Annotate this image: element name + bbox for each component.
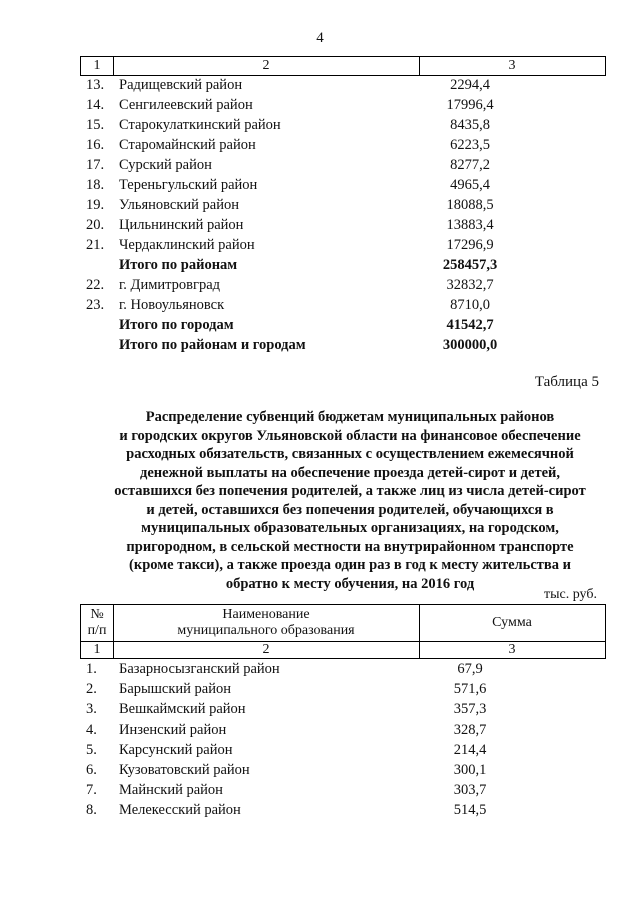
table2-colnum-1: 1 bbox=[93, 642, 101, 657]
table1-row-name: Чердаклинский район bbox=[119, 237, 255, 253]
table1-row-value: 258457,3 bbox=[442, 257, 498, 273]
table2-row-value: 67,9 bbox=[457, 661, 483, 677]
table1-row bbox=[0, 75, 640, 95]
table2-row-name: Барышский район bbox=[119, 681, 231, 698]
table5-title-line: и городских округов Ульяновской области на финансовое обеспечение bbox=[119, 427, 581, 444]
table1-row-value: 18088,5 bbox=[446, 197, 494, 213]
table2-row bbox=[0, 780, 640, 800]
table1-row bbox=[0, 175, 640, 195]
table5-title-line: оставшихся без попечения родителей, а также лиц из числа детей-сирот bbox=[114, 483, 586, 499]
table1-row-name: Итого по городам bbox=[119, 317, 234, 333]
table1-row-name: Итого по районам и городам bbox=[119, 337, 306, 353]
table1-row bbox=[0, 95, 640, 115]
table5-title-line: Распределение субвенций бюджетам муниципальных районов bbox=[145, 409, 555, 425]
table1-row bbox=[0, 295, 640, 315]
table2-header-col3: Сумма bbox=[492, 615, 532, 630]
table5-title-line: муниципальных образовательных организациях, на городском, bbox=[141, 520, 559, 536]
table2-row-value: 514,5 bbox=[453, 802, 487, 819]
table1-row-value: 8277,2 bbox=[450, 157, 490, 173]
table1-row-value: 2294,4 bbox=[450, 77, 490, 93]
table1-row bbox=[0, 315, 640, 335]
table1-row-name: Цильнинский район bbox=[119, 217, 244, 233]
table2-row bbox=[0, 760, 640, 780]
table1-row-number: 23. bbox=[86, 297, 105, 313]
table1-header-col2: 2 bbox=[113, 57, 420, 75]
table5-title-line: денежной выплаты на обеспечение проезда детей-сирот и детей, bbox=[140, 464, 560, 481]
table5-title-line: обратно к месту обучения, на 2016 год bbox=[225, 575, 475, 592]
table2-row bbox=[0, 679, 640, 699]
table1-row-name: Старокулаткинский район bbox=[119, 117, 281, 133]
table2-header-col2: Наименование муниципального образования bbox=[177, 607, 355, 638]
table1-header-row bbox=[80, 56, 606, 76]
table1-header-col1: 1 bbox=[81, 57, 114, 75]
table1-row bbox=[0, 275, 640, 295]
table2-row bbox=[0, 740, 640, 760]
table2-row-value: 303,7 bbox=[453, 782, 487, 799]
table2-row-name: Инзенский район bbox=[119, 721, 227, 738]
table2-row-number: 5. bbox=[86, 741, 97, 758]
table1-row bbox=[0, 255, 640, 275]
table1-row-value: 300000,0 bbox=[442, 337, 498, 353]
table5-title-line: пригородном, в сельской местности на внутрирайонном транспорте bbox=[126, 538, 574, 555]
table2-row-number: 6. bbox=[86, 762, 97, 778]
table5-title-line: и детей, оставшихся без попечения родителей, обучающихся в bbox=[146, 501, 554, 518]
table1-row-name: Итого по районам bbox=[119, 257, 238, 273]
table1-row bbox=[0, 215, 640, 235]
table5-title bbox=[60, 408, 640, 593]
table2-row-number: 7. bbox=[86, 782, 97, 799]
table1-row-number: 15. bbox=[86, 117, 105, 133]
table1-row-number: 17. bbox=[86, 157, 105, 173]
table5-title-line: расходных обязательств, связанных с осуществлением ежемесячной bbox=[126, 446, 574, 462]
table2-row bbox=[0, 800, 640, 820]
table2-row bbox=[0, 659, 640, 679]
table1-row-value: 13883,4 bbox=[446, 217, 494, 233]
table1-row-name: Тереньгульский район bbox=[119, 177, 258, 193]
table1-row-name: Радищевский район bbox=[119, 77, 243, 93]
table1-header-col3: 3 bbox=[508, 58, 516, 73]
table1-row bbox=[0, 335, 640, 355]
table2-colnum-2: 2 bbox=[262, 642, 270, 657]
table1-row-number: 20. bbox=[86, 217, 105, 233]
table1-row bbox=[0, 235, 640, 255]
page-number: 4 bbox=[316, 30, 324, 46]
table2-header bbox=[80, 604, 606, 659]
table1-row-name: Ульяновский район bbox=[119, 197, 240, 213]
table1-row-name: Сурский район bbox=[119, 157, 212, 173]
table1-row bbox=[0, 155, 640, 175]
table1-row-name: г. Новоульяновск bbox=[119, 297, 225, 313]
table2-row-value: 214,4 bbox=[453, 741, 487, 758]
table1-row-number: 16. bbox=[86, 137, 105, 153]
table1-row bbox=[0, 115, 640, 135]
table2-row bbox=[0, 699, 640, 719]
table1-row-number: 21. bbox=[86, 237, 105, 253]
table1-row-name: Старомайнский район bbox=[119, 137, 256, 153]
table1-row-value: 8435,8 bbox=[450, 117, 490, 133]
table2-row-value: 300,1 bbox=[453, 762, 487, 778]
table1-row-name: г. Димитровград bbox=[119, 277, 221, 293]
table1-row bbox=[0, 195, 640, 215]
table1-row-number: 22. bbox=[86, 277, 105, 293]
table2-row-value: 357,3 bbox=[453, 701, 487, 718]
table1-row-value: 32832,7 bbox=[446, 277, 494, 293]
table2-colnum-3: 3 bbox=[508, 642, 516, 657]
table1-row-value: 6223,5 bbox=[450, 137, 490, 153]
table2-row-name: Мелекесский район bbox=[119, 802, 241, 819]
table2-row-name: Базарносызганский район bbox=[119, 661, 280, 677]
table5-title-line: (кроме такси), а также проезда один раз в год к месту жительства и bbox=[129, 557, 571, 573]
table1-row-number: 18. bbox=[86, 177, 105, 193]
table2-row-value: 328,7 bbox=[453, 721, 487, 738]
table2-row-name: Кузоватовский район bbox=[119, 762, 250, 778]
table2-row-number: 4. bbox=[86, 721, 97, 738]
table2-row-number: 8. bbox=[86, 802, 97, 819]
table2-row bbox=[0, 720, 640, 740]
table2-row-number: 1. bbox=[86, 661, 97, 677]
table2-header-col1: № п/п bbox=[87, 607, 107, 638]
unit-label: тыс. руб. bbox=[544, 587, 597, 602]
table1-row-number: 14. bbox=[86, 97, 105, 113]
table1-row bbox=[0, 135, 640, 155]
table1-row-number: 13. bbox=[86, 77, 105, 93]
table2-row-name: Вешкаймский район bbox=[119, 701, 246, 718]
table2-row-number: 3. bbox=[86, 701, 97, 718]
table2-row-name: Майнский район bbox=[119, 782, 223, 799]
table1-row-number: 19. bbox=[86, 197, 105, 213]
table2-row-value: 571,6 bbox=[453, 681, 487, 698]
table2-row-name: Карсунский район bbox=[119, 741, 233, 758]
table5-label: Таблица 5 bbox=[534, 374, 599, 390]
table1-row-value: 4965,4 bbox=[450, 177, 490, 193]
table1-row-value: 8710,0 bbox=[450, 297, 490, 313]
table2-row-number: 2. bbox=[86, 681, 97, 698]
table1-row-name: Сенгилеевский район bbox=[119, 97, 253, 113]
table1-row-value: 41542,7 bbox=[446, 317, 494, 333]
table1-row-value: 17296,9 bbox=[446, 237, 494, 253]
table1-row-value: 17996,4 bbox=[446, 97, 494, 113]
